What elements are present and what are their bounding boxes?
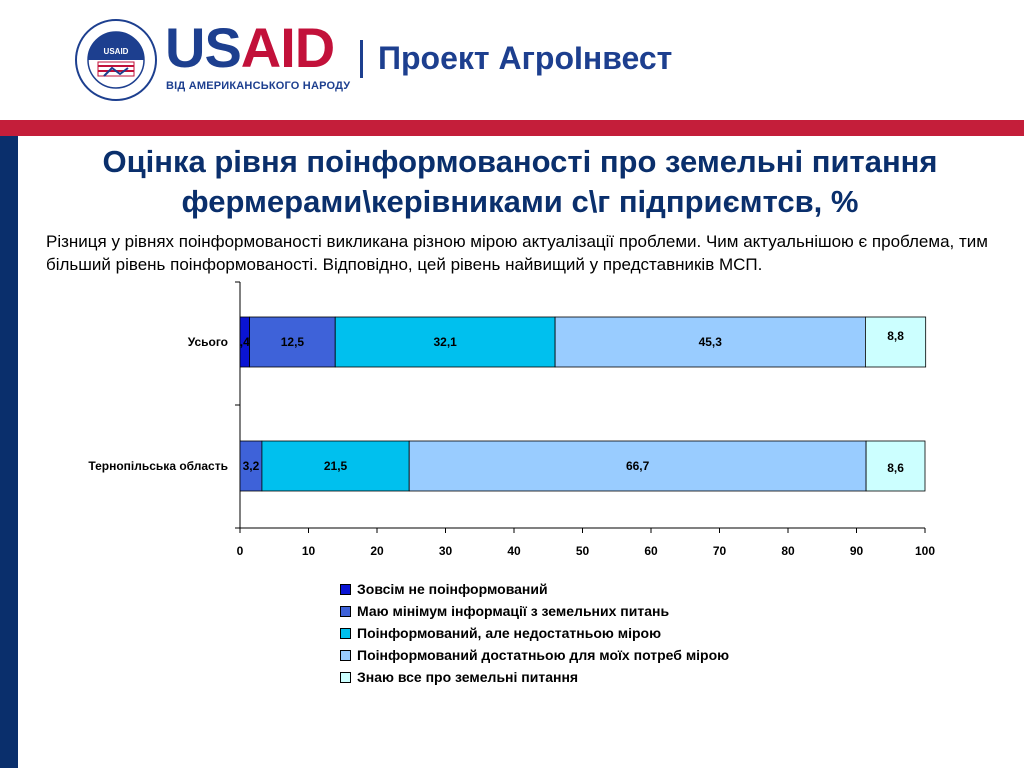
legend-swatch xyxy=(340,672,351,683)
slide-title-line-2: фермерами\керівниками с\г підприємтсв, % xyxy=(181,184,859,219)
data-label: 45,3 xyxy=(698,335,722,349)
data-label: 32,1 xyxy=(433,335,457,349)
usaid-tagline: ВІД АМЕРИКАНСЬКОГО НАРОДУ xyxy=(166,80,351,92)
x-tick-label: 100 xyxy=(914,544,936,558)
x-tick-label: 50 xyxy=(575,544,590,558)
data-label: ,4 xyxy=(239,335,250,349)
x-tick-label: 60 xyxy=(644,544,658,558)
legend-label: Знаю все про земельні питання xyxy=(357,669,579,685)
legend-label: Поінформований достатньою для моїх потреб мірою xyxy=(357,647,730,663)
x-tick-label: 0 xyxy=(236,544,244,558)
data-label: 8,6 xyxy=(887,461,904,475)
usaid-wordmark-aid: AID xyxy=(240,16,335,79)
chart-legend xyxy=(340,578,729,688)
legend-label: Зовсім не поінформований xyxy=(357,581,548,597)
usaid-wordmark-us: US xyxy=(165,16,241,79)
data-label: 3,2 xyxy=(242,459,260,473)
data-label: 66,7 xyxy=(625,459,650,473)
legend-item xyxy=(340,644,729,666)
x-tick-label: 80 xyxy=(781,544,795,558)
data-label: 21,5 xyxy=(323,459,348,473)
legend-label: Маю мінімум інформації з земельних питань xyxy=(357,603,670,619)
x-tick-label: 70 xyxy=(712,544,727,558)
slide-subtitle: Різниця у рівнях поінформованості викликана різною мірою актуалізації проблеми. Чим актуальнішою є проблема, тим більший рівень поінформованості. Відповідно, цей рівень найвищий у представників МСП. xyxy=(46,232,988,274)
slide-title-line-1: Оцінка рівня поінформованості про земельні питання xyxy=(102,144,938,179)
legend-swatch xyxy=(340,606,351,617)
category-label: Усього xyxy=(187,335,228,349)
x-tick-label: 30 xyxy=(438,544,453,558)
legend-item xyxy=(340,622,729,644)
legend-swatch xyxy=(340,628,351,639)
legend-item xyxy=(340,578,729,600)
data-label: 12,5 xyxy=(280,335,305,349)
legend-label: Поінформований, але недостатньою мірою xyxy=(357,625,662,641)
legend-item xyxy=(340,600,729,622)
x-tick-label: 90 xyxy=(849,544,864,558)
x-tick-label: 20 xyxy=(370,544,384,558)
project-name: Проект АгроІнвест xyxy=(378,40,673,76)
legend-swatch xyxy=(340,650,351,661)
legend-item xyxy=(340,666,729,688)
legend-swatch xyxy=(340,584,351,595)
svg-text:USAID: USAID xyxy=(103,47,129,56)
x-tick-label: 10 xyxy=(301,544,316,558)
x-tick-label: 40 xyxy=(507,544,521,558)
data-label: 8,8 xyxy=(887,329,904,343)
category-label: Тернопільська область xyxy=(88,459,228,473)
